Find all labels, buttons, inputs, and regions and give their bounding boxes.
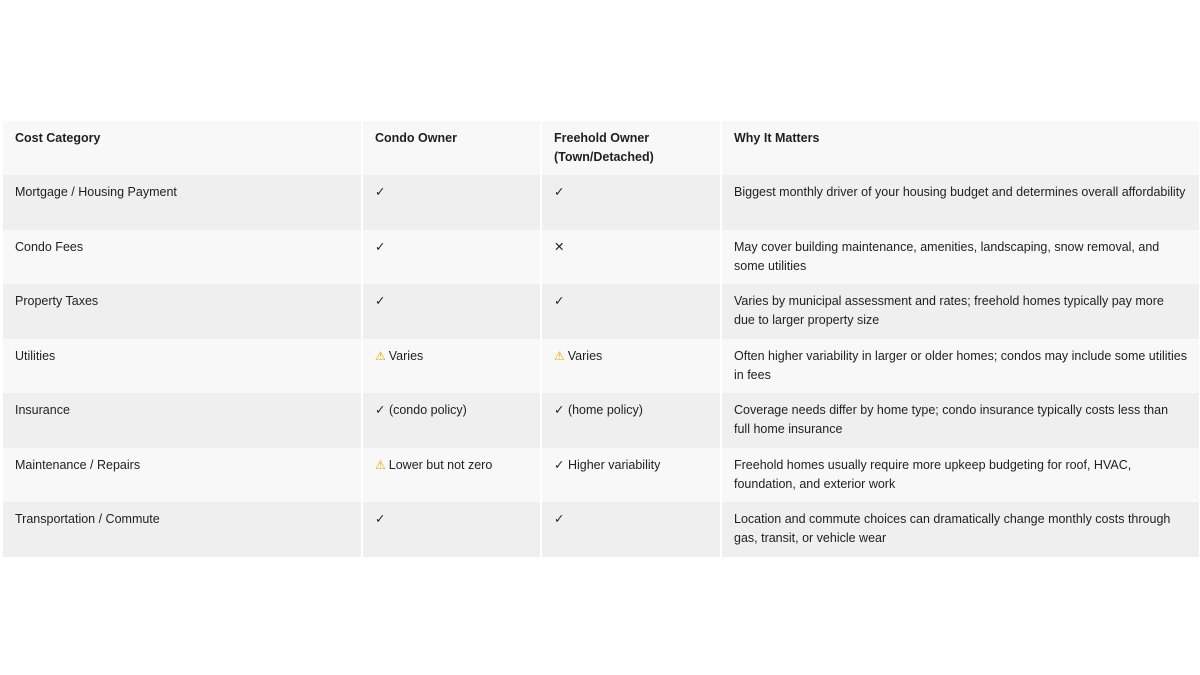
cell-cost-category: Insurance (3, 393, 362, 448)
cell-why-it-matters: Varies by municipal assessment and rates; freehold homes typically pay more due to larger property size (721, 284, 1199, 339)
table-header-row (3, 121, 1199, 175)
cell-condo-owner (362, 502, 541, 557)
cost-comparison-table (3, 121, 1199, 557)
cell-condo-owner (362, 339, 541, 394)
cell-condo-text: ✓ (375, 512, 386, 526)
cell-condo-text: Varies (388, 348, 424, 363)
header-cost-category: Cost Category (3, 121, 362, 175)
warning-icon: ⚠ (375, 348, 386, 363)
header-why-it-matters: Why It Matters (721, 121, 1199, 175)
cell-condo-text: ✓ (375, 294, 386, 308)
warning-icon: ⚠ (554, 348, 565, 363)
cell-cost-category: Transportation / Commute (3, 502, 362, 557)
header-freehold-line2: (Town/Detached) (554, 150, 654, 164)
cell-cost-category: Utilities (3, 339, 362, 394)
cell-condo-owner (362, 393, 541, 448)
cell-freehold-owner (541, 339, 721, 394)
cell-condo-text: ✓ (condo policy) (375, 403, 467, 417)
cell-freehold-text: ✓ (554, 185, 565, 199)
header-freehold-line1: Freehold Owner (554, 131, 650, 145)
cell-condo-text: ✓ (375, 185, 386, 199)
cell-freehold-text: ✓ (554, 294, 565, 308)
cell-condo-owner (362, 230, 541, 285)
table-row (3, 339, 1199, 394)
cell-cost-category: Mortgage / Housing Payment (3, 175, 362, 230)
cell-why-it-matters: Biggest monthly driver of your housing budget and determines overall affordability (721, 175, 1199, 230)
cell-freehold-owner (541, 502, 721, 557)
header-condo-owner: Condo Owner (362, 121, 541, 175)
cell-freehold-owner (541, 393, 721, 448)
cost-comparison-table-container (3, 121, 1199, 557)
cell-why-it-matters: May cover building maintenance, amenities, landscaping, snow removal, and some utilities (721, 230, 1199, 285)
cell-why-it-matters: Often higher variability in larger or older homes; condos may include some utilities in fees (721, 339, 1199, 394)
cell-why-it-matters: Location and commute choices can dramatically change monthly costs through gas, transit, or vehicle wear (721, 502, 1199, 557)
cell-why-it-matters: Freehold homes usually require more upkeep budgeting for roof, HVAC, foundation, and exterior work (721, 448, 1199, 503)
cell-freehold-text: Varies (567, 348, 603, 363)
cell-condo-owner (362, 284, 541, 339)
cell-cost-category: Property Taxes (3, 284, 362, 339)
warning-icon: ⚠ (375, 457, 386, 472)
cell-freehold-text: ✕ (554, 239, 565, 254)
cell-condo-text: ✓ (375, 239, 386, 254)
cell-freehold-text: ✓ (home policy) (554, 403, 643, 417)
header-freehold-owner (541, 121, 721, 175)
cell-condo-text: Lower but not zero (388, 457, 493, 472)
table-row (3, 393, 1199, 448)
cell-freehold-text: ✓ Higher variability (554, 457, 661, 472)
cell-why-it-matters: Coverage needs differ by home type; condo insurance typically costs less than full home insurance (721, 393, 1199, 448)
table-row (3, 175, 1199, 230)
table-row (3, 448, 1199, 503)
table-row (3, 502, 1199, 557)
table-row (3, 230, 1199, 285)
cell-condo-owner (362, 175, 541, 230)
cell-freehold-text: ✓ (554, 512, 565, 526)
cell-condo-owner (362, 448, 541, 503)
cell-cost-category: Maintenance / Repairs (3, 448, 362, 503)
table-row (3, 284, 1199, 339)
cell-freehold-owner (541, 230, 721, 285)
cell-cost-category: Condo Fees (3, 230, 362, 285)
cell-freehold-owner (541, 284, 721, 339)
cell-freehold-owner (541, 175, 721, 230)
cell-freehold-owner (541, 448, 721, 503)
